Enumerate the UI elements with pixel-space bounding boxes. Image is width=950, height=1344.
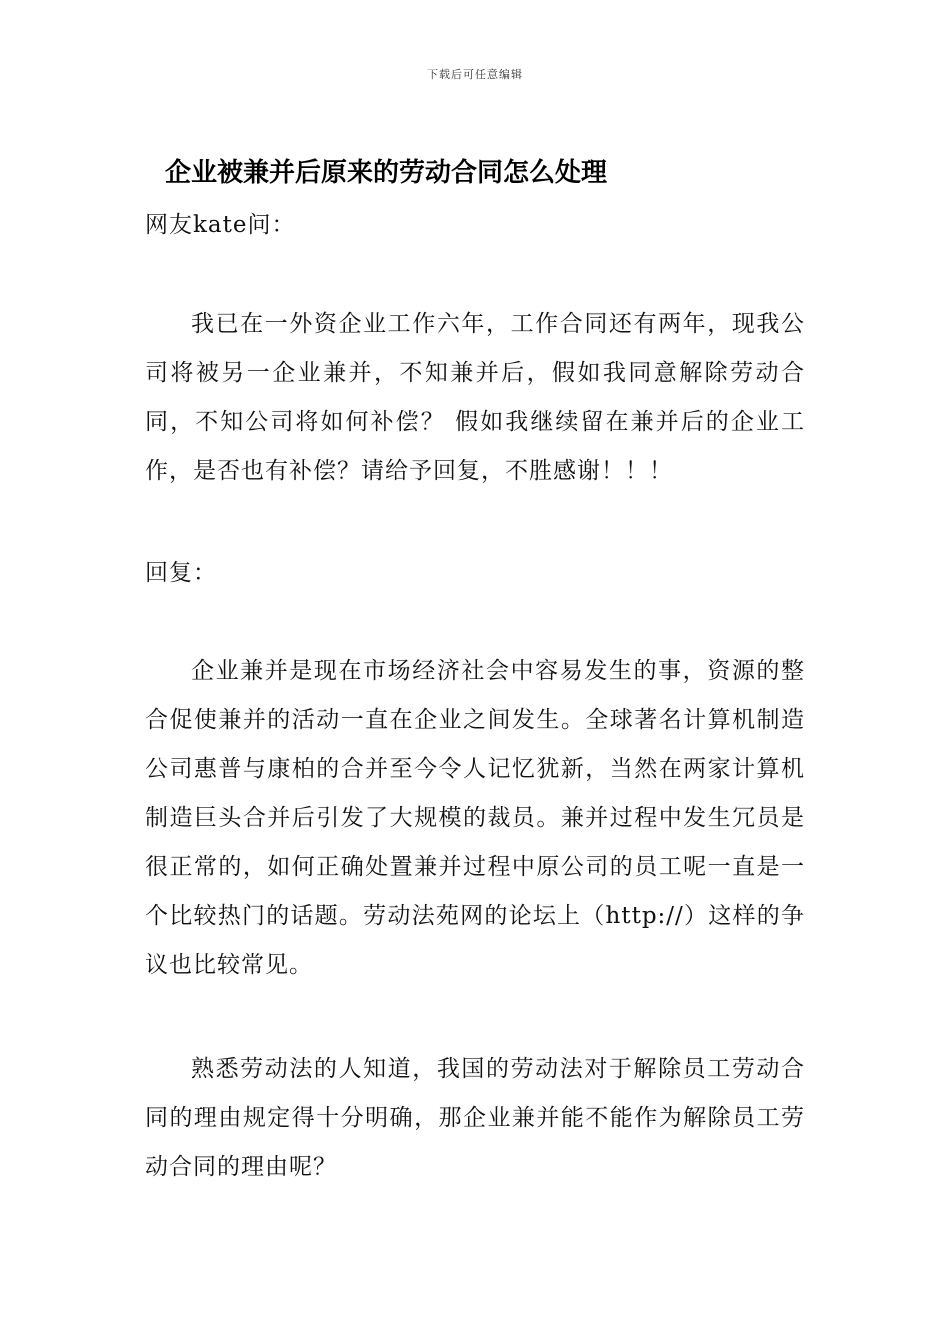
question-body-block: [145, 300, 805, 496]
question-body: 我已在一外资企业工作六年，工作合同还有两年，现我公司将被另一企业兼并，不知兼并后，假如我同意解除劳动合同，不知公司将如何补偿？ 假如我继续留在兼并后的企业工作，是否也有补偿？请给予回复，不胜感谢！！！: [145, 311, 805, 484]
reply-label-block: [145, 549, 805, 598]
reply-paragraph-2-block: [145, 1045, 805, 1192]
question-label: 网友kate问：: [145, 212, 296, 238]
reply-label: 回复：: [145, 560, 217, 586]
question-label-block: [145, 201, 805, 250]
page-header-note: 下载后可任意编辑: [427, 68, 523, 81]
reply-paragraph-2: 熟悉劳动法的人知道，我国的劳动法对于解除员工劳动合同的理由规定得十分明确，那企业兼并能不能作为解除员工劳动合同的理由呢？: [145, 1056, 805, 1180]
reply-paragraph-1: 企业兼并是现在市场经济社会中容易发生的事，资源的整合促使兼并的活动一直在企业之间发生。全球著名计算机制造公司惠普与康柏的合并至今令人记忆犹新，当然在两家计算机制造巨头合并后引发了大规模的裁员。兼并过程中发生冗员是很正常的，如何正确处置兼并过程中原公司的员工呢一直是一个比较热门的话题。劳动法苑网的论坛上（http://）这样的争议也比较常见。: [145, 658, 805, 978]
document-title: 企业被兼并后原来的劳动合同怎么处理: [165, 158, 608, 188]
reply-paragraph-1-block: [145, 647, 805, 990]
